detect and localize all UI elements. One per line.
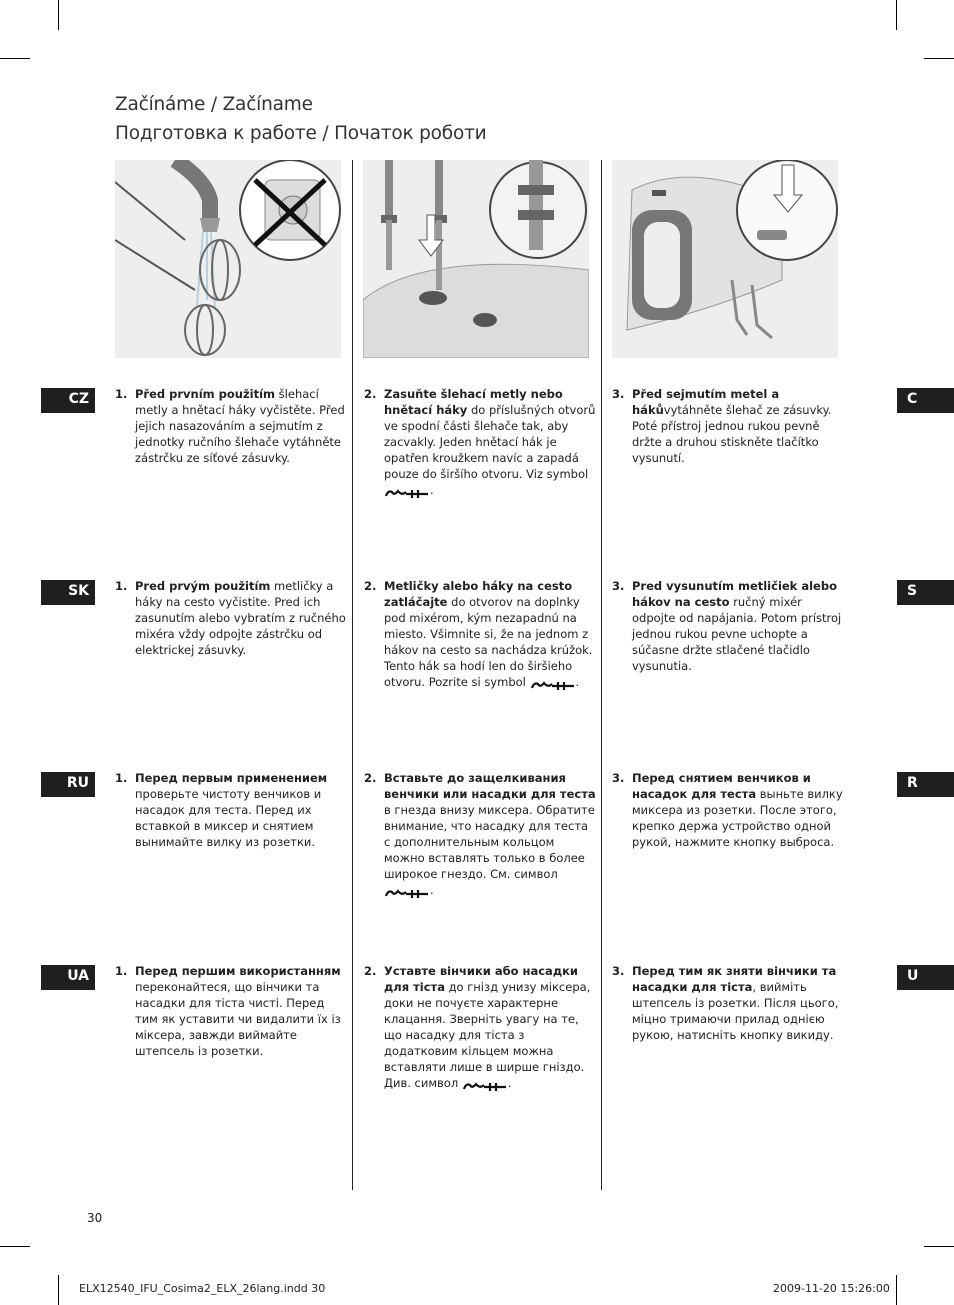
step-body-text: в гнезда внизу миксера. Обратите внимание, что насадку для теста с дополнительным кольцом можно вставлять только в более широкое гнездо. См. символ <box>384 803 595 881</box>
step-number: 3. <box>612 771 625 785</box>
step-text <box>384 578 596 690</box>
crop-mark <box>924 58 954 59</box>
dough-hook-symbol-icon <box>462 1079 508 1088</box>
illustration-wash-beaters <box>115 160 341 358</box>
column-divider <box>352 160 353 1190</box>
illustration-insert-beaters <box>363 160 589 358</box>
step-text <box>135 386 347 466</box>
step-bold-text: Перед тим як зняти вінчики та насадки для тіста <box>632 964 837 994</box>
step-body-text: metličky a háky na cesto vyčistite. Pred ich zasunutím alebo vybratím z ručného mixéra vždy odpojte zástrčku od elektrickej zásuvky. <box>135 579 346 657</box>
step-number: 2. <box>364 964 377 978</box>
step-number: 1. <box>115 771 128 785</box>
language-tab-right: S <box>897 580 954 605</box>
step-text <box>384 770 596 898</box>
step-number: 1. <box>115 579 128 593</box>
crop-mark <box>58 1275 59 1305</box>
step-number: 2. <box>364 579 377 593</box>
inserting-beaters-icon <box>363 160 589 358</box>
step-text <box>384 386 596 498</box>
step-bold-text: Уставте вінчики або насадки для тіста <box>384 964 578 994</box>
step-bold-text: Перед первым применением <box>135 771 328 785</box>
language-tab: CZ <box>41 388 95 413</box>
language-tab-right: R <box>897 772 954 797</box>
crop-mark <box>0 1246 30 1247</box>
step-bold-text: Před sejmutím metel a háků <box>632 387 780 417</box>
step-end-text: . <box>575 675 580 689</box>
step-text <box>632 386 844 466</box>
dough-hook-symbol-icon <box>384 486 430 495</box>
crop-mark <box>896 1275 897 1305</box>
step-text <box>632 578 844 674</box>
step-body-text: выньте вилку миксера из розетки. После этого, крепко держа устройство одной рукой, нажмите кнопку выброса. <box>632 787 843 849</box>
step-end-text: . <box>430 883 434 897</box>
step-body-text: šlehací metly a hnětací háky vyčistěte. Před jejich nasazováním a sejmutím z jednotky ručního šlehače vytáhněte zástrčku ze síťové zásuvky. <box>135 387 345 465</box>
step-bold-text: Pred prvým použitím <box>135 579 271 593</box>
language-tab: RU <box>41 772 95 797</box>
step-end-text: . <box>430 483 434 497</box>
step-text <box>632 963 844 1043</box>
step-bold-text: Zasuňte šlehací metly nebo hnětací háky <box>384 387 563 417</box>
step-text <box>135 578 347 658</box>
step-number: 1. <box>115 964 128 978</box>
crop-mark <box>58 0 59 30</box>
dough-hook-symbol-icon <box>384 886 430 895</box>
step-body-text: ručný mixér odpojte od napájania. Potom prístroj jednou rukou pevne uchopte a súčasne držte stlačené tlačidlo vysunutia. <box>632 595 842 673</box>
page-title: Začínáme / Začíname <box>115 94 313 115</box>
illustration-eject-button <box>612 160 838 358</box>
language-tab: UA <box>41 965 95 990</box>
washing-beaters-no-plug-icon <box>115 160 341 358</box>
step-bold-text: Před prvním použitím <box>135 387 276 401</box>
step-number: 3. <box>612 964 625 978</box>
crop-mark <box>924 1246 954 1247</box>
step-bold-text: Pred vysunutím metličiek alebo hákov na cesto <box>632 579 837 609</box>
column-divider <box>601 160 602 1190</box>
step-body-text: do otvorov na doplnky pod mixérom, kým nezapadnú na miesto. Všimnite si, že na jednom z hákov na cesto sa nachádza krúžok. Tento hák sa hodí len do širšieho otvoru. Pozrite si symbol <box>384 595 593 689</box>
step-number: 3. <box>612 579 625 593</box>
step-body-text: переконайтеся, що вінчики та насадки для тіста чисті. Перед тим як уставити чи видалити їх із міксера, завжди виймайте штепсель із розетки. <box>135 980 341 1058</box>
step-body-text: , вийміть штепсель із розетки. Після цього, міцно тримаючи прилад однією рукою, натисніть кнопку викиду. <box>632 980 839 1042</box>
page-number: 30 <box>87 1211 103 1225</box>
step-body-text: do příslušných otvorů ve spodní části šlehače tak, aby zacvakly. Jeden hnětací hák je opatřen kroužkem navíc a zapadá pouze do širšího otvoru. Viz symbol <box>384 403 596 481</box>
step-bold-text: Вставьте до защелкивания венчики или насадки для теста <box>384 771 596 801</box>
step-text <box>632 770 844 850</box>
crop-mark <box>0 58 30 59</box>
step-number: 2. <box>364 771 377 785</box>
step-text <box>135 963 347 1059</box>
eject-button-icon <box>612 160 838 358</box>
language-tab-right: U <box>897 965 954 990</box>
step-bold-text: Перед першим використанням <box>135 964 341 978</box>
page-subtitle: Подготовка к работе / Початок роботи <box>115 123 487 144</box>
footer-file: ELX12540_IFU_Cosima2_ELX_26lang.indd 30 <box>79 1282 326 1295</box>
step-body-text: vytáhněte šlehač ze zásuvky. Poté přístroj jednou rukou pevně držte a druhou stiskněte tlačítko vysunutí. <box>632 403 832 465</box>
step-text <box>135 770 347 850</box>
step-number: 2. <box>364 387 377 401</box>
step-bold-text: Перед снятием венчиков и насадок для теста <box>632 771 811 801</box>
step-end-text: . <box>507 1076 512 1090</box>
step-bold-text: Metličky alebo háky na cesto zatláčajte <box>384 579 573 609</box>
crop-mark <box>896 0 897 30</box>
step-body-text: до гнізд унизу міксера, доки не почуєте характерне клацання. Зверніть увагу на те, що насадку для тіста з додатковим кільцем можна вставляти лише в ширше гніздо. Див. символ <box>384 980 591 1090</box>
step-body-text: проверьте чистоту венчиков и насадок для теста. Перед их вставкой в миксер и снятием вынимайте вилку из розетки. <box>135 787 322 849</box>
footer-date: 2009-11-20 15:26:00 <box>773 1282 890 1295</box>
language-tab-right: C <box>897 388 954 413</box>
step-text <box>384 963 596 1091</box>
step-number: 3. <box>612 387 625 401</box>
language-tab: SK <box>41 580 95 605</box>
step-number: 1. <box>115 387 128 401</box>
dough-hook-symbol-icon <box>530 678 576 687</box>
